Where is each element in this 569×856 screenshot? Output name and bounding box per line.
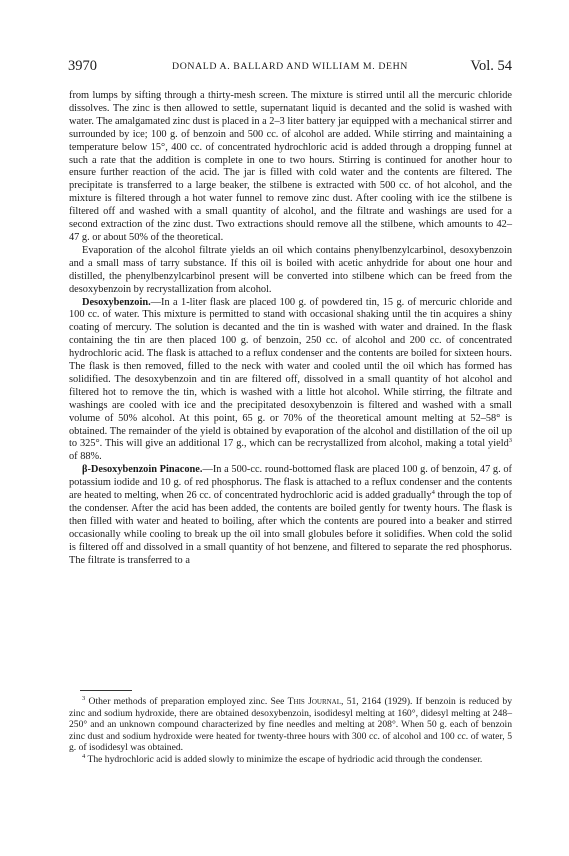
running-title-authors: DONALD A. BALLARD AND WILLIAM M. DEHN: [172, 61, 408, 72]
footnote-marker: 3: [82, 695, 86, 702]
footnote-ref-4[interactable]: 4: [431, 489, 435, 497]
paragraph-text: of 88%.: [69, 451, 102, 463]
paragraph-text: —In a 1-liter flask are placed 100 g. of powdered tin, 15 g. of mercuric chloride and 100 cc. of water. This mixture is permitted to stand with occasional shaking until the tin acquires a shiny coating of mercury. The solution is decanted and the tin is washed with water and drained. In the flask containing the tin are then placed 100 g. of benzoin, 250 cc. of alcohol and 200 cc. of concentrated hydrochloric acid. The flask is attached to a reflux condenser and the contents are boiled for sixteen hours. The flask is then removed, filled to the neck with water and cooled until the oil which has formed has solidified. The desoxybenzoin and tin are filtered off, dissolved in a small quantity of hot alcohol and filtered hot to remove the tin, which is washed with a little hot alcohol. While stirring, the filtrate and washings are cooled with ice and the precipitated desoxybenzoin is filtered and washed with a small volume of 50% alcohol. At this point, 65 g. or 70% of the theoretical amount melting at 52–58° is obtained. The remainder of the yield is obtained by evaporation of the alcohol and distillation of the oil up to 325°. This will give an additional 17 g., which can be recrystallized from alcohol, making a total yield: [69, 296, 512, 450]
footnote-divider: [80, 690, 132, 691]
footnotes: [69, 696, 512, 766]
footnote-marker: 4: [82, 752, 86, 760]
paragraph-evaporation: Evaporation of the alcohol filtrate yields an oil which contains phenylbenzylcarbinol, desoxybenzoin and a small mass of tarry substance. If this oil is boiled with acetic anhydride for about one hour and distilled, the phenylbenzylcarbinol present will be converted into stilbene which can be freed from the desoxybenzoin by recrystallization from alcohol.: [69, 244, 512, 295]
running-header: [68, 58, 512, 78]
main-text: [69, 90, 512, 568]
footnote-4: [69, 754, 512, 766]
section-heading-pinacone: β-Desoxybenzoin Pinacone.: [82, 464, 203, 476]
footnote-ref-3[interactable]: 3: [508, 437, 512, 445]
footnote-text: Other methods of preparation employed zinc. See: [85, 696, 288, 707]
page-number: 3970: [68, 58, 97, 74]
paragraph-pinacone: [69, 464, 512, 567]
paragraph-text: through the top of the condenser. After the acid has been added, the contents are boiled gently for twenty hours. The flask is then filled with water and heated to boiling, after which the contents are poured into a beaker and stirred occasionally while cooling to break up the oil into small globules before it solidifies. When cold the solid is filtered off and dissolved in a small quantity of hot benzene, and filtered to separate the red phosphorus. The filtrate is transferred to a: [69, 490, 512, 566]
volume-label: Vol. 54: [470, 58, 512, 74]
paragraph-text: —In a 500-cc. round-bottomed flask are placed 100 g. of benzoin, 47 g. of potassium iodide and 10 g. of red phosphorus. The flask is attached to a reflux condenser and the contents are heated to melting, when 26 cc. of concentrated hydrochloric acid is added gradually: [69, 464, 512, 502]
footnote-text: The hydrochloric acid is added slowly to minimize the escape of hydriodic acid through the condenser.: [85, 753, 483, 765]
paragraph-stilbene-continued: from lumps by sifting through a thirty-mesh screen. The mixture is stirred until all the mercuric chloride dissolves. The zinc is then allowed to settle, supernatant liquid is decanted and the solid is washed with water. The amalgamated zinc dust is placed in a 2–3 liter battery jar equipped with a mechanical stirrer and surrounded by ice; 100 g. of benzoin and 500 cc. of alcohol are added. While stirring and maintaining a temperature below 15°, 400 cc. of concentrated hydrochloric acid is added through a dropping funnel at such a rate that the addition is complete in one to two hours. Stirring is continued for another hour to ensure further reaction of the acid. The jar is filled with cold water and the contents are filtered. The precipitate is transferred to a large beaker, the stilbene is extracted with 500 cc. of hot alcohol, and the mixture is filtered through a hot water funnel to remove zinc dust. After cooling with ice the stilbene is filtered off and washed with a small quantity of alcohol, and the filtrate and washings are used for a second extraction of the zinc dust. Two extractions should remove all the stilbene, which amounts to 42–47 g. or about 50% of the theoretical.: [69, 90, 512, 243]
journal-name: This Journal: [287, 696, 342, 707]
footnote-text: , 51, 2164 (1929). If benzoin is reduced by zinc and sodium hydroxide, there are obtained desoxybenzoin, isodidesyl melting at 160°, didesyl melting at 248–250° and an unknown compound characterized by fine needles and melting at 208°. When 50 g. each of benzoin zinc dust and sodium hydroxide were heated for twenty-three hours with 300 cc. of alcohol and 100 cc. of water, 5 g. of isodidesyl was obtained.: [69, 696, 513, 754]
section-heading-desoxybenzoin: Desoxybenzoin.: [82, 296, 151, 308]
paragraph-desoxybenzoin: [69, 297, 512, 465]
footnote-3: [69, 696, 512, 754]
